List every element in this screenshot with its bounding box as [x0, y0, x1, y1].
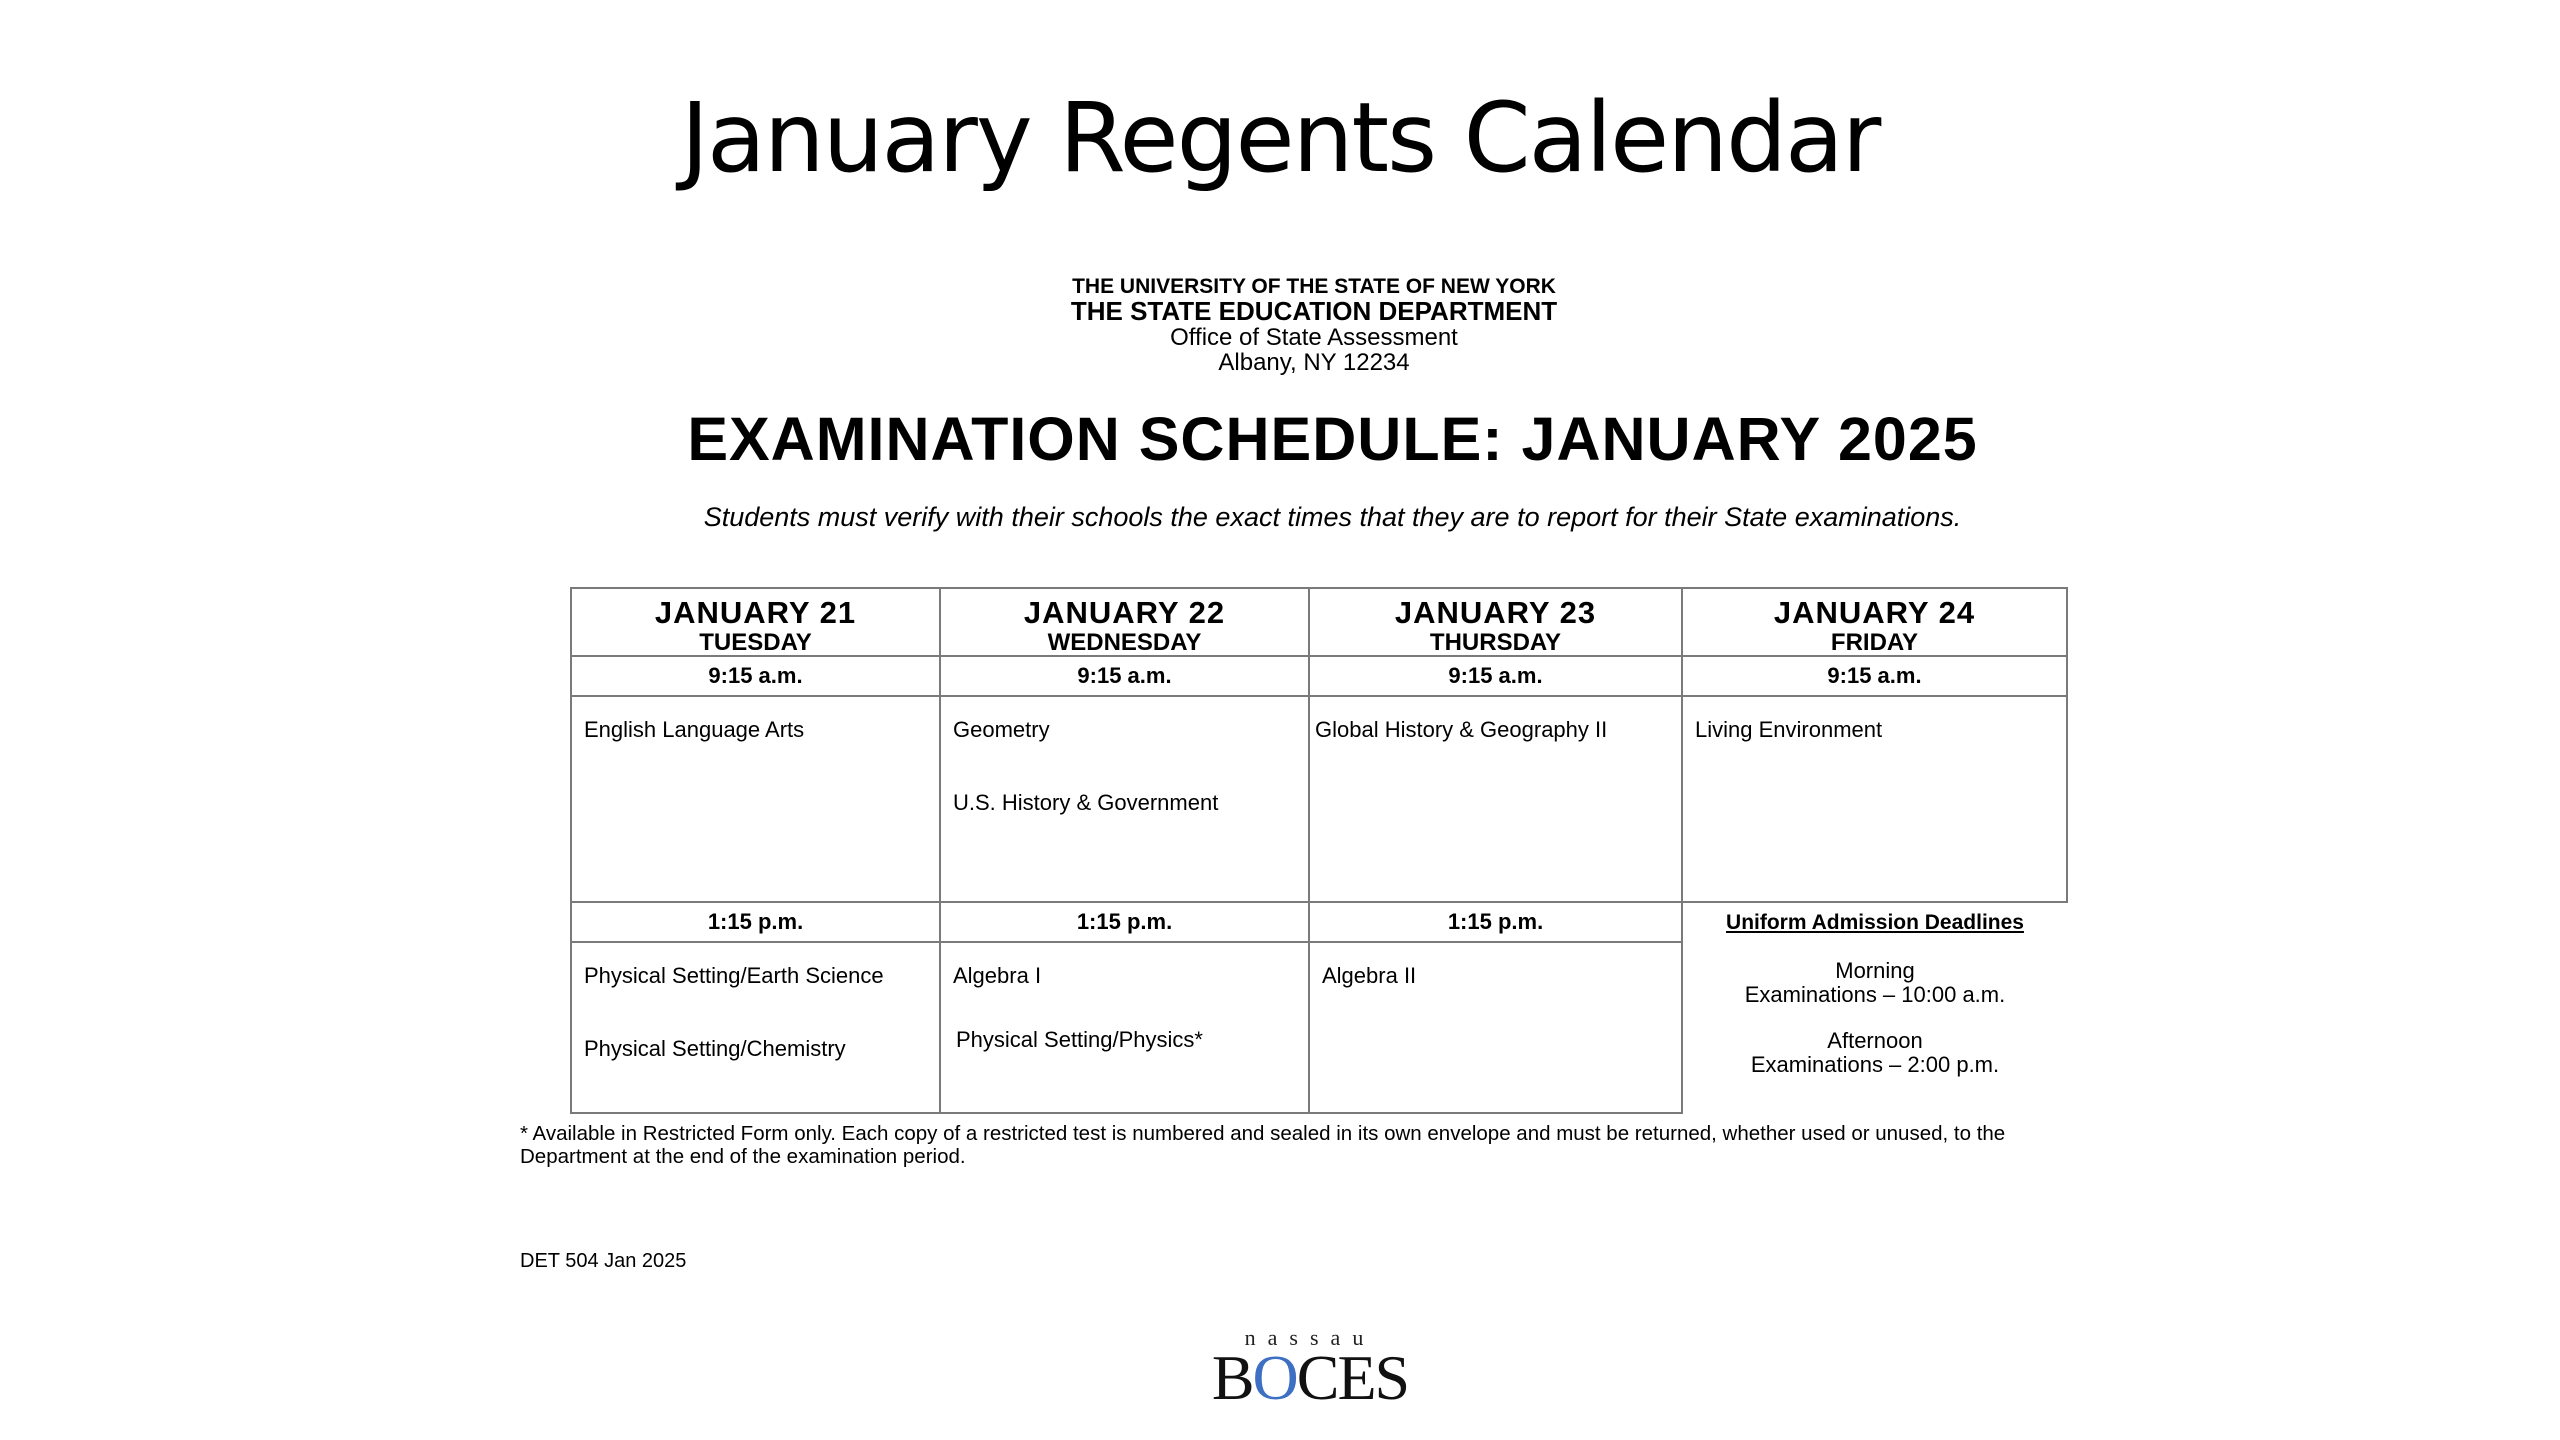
day-header-jan-24 [1682, 588, 2067, 656]
pm-time-jan-22: 1:15 p.m. [940, 902, 1309, 942]
form-code: DET 504 Jan 2025 [520, 1250, 687, 1272]
admission-morning-time: Examinations – 10:00 a.m. [1744, 982, 2006, 1007]
exam-geometry: Geometry [953, 717, 1050, 742]
letterhead-department: THE STATE EDUCATION DEPARTMENT [1070, 296, 1558, 326]
exam-earth-science: Physical Setting/Earth Science [584, 963, 884, 988]
uniform-admission-deadlines [1682, 902, 2067, 1113]
pm-exams-jan-21 [571, 942, 940, 1113]
day-header-jan-21 [571, 588, 940, 656]
am-time-jan-21: 9:15 a.m. [571, 656, 940, 696]
admission-title: Uniform Admission Deadlines [1726, 911, 2024, 934]
exam-living-environment: Living Environment [1695, 717, 1883, 742]
exam-algebra-ii: Algebra II [1322, 963, 1417, 988]
exam-chemistry: Physical Setting/Chemistry [584, 1036, 846, 1061]
letterhead-university: THE UNIVERSITY OF THE STATE OF NEW YORK [1072, 275, 1556, 298]
am-time-jan-24: 9:15 a.m. [1682, 656, 2067, 696]
nassau-boces-logo [1210, 1325, 1410, 1413]
day-weekday: FRIDAY [1830, 629, 1919, 656]
day-weekday: TUESDAY [699, 629, 812, 656]
exam-us-history: U.S. History & Government [953, 790, 1219, 815]
pm-time-jan-21: 1:15 p.m. [571, 902, 940, 942]
exam-schedule-table [570, 587, 2068, 1114]
admission-morning-label: Morning [1835, 958, 1915, 983]
exam-algebra-i: Algebra I [953, 963, 1042, 988]
admission-afternoon-time: Examinations – 2:00 p.m. [1750, 1052, 2000, 1077]
pm-exams-jan-23 [1309, 942, 1682, 1113]
logo-letters-es: ES [1337, 1342, 1409, 1413]
schedule-subheading: Students must verify with their schools the exact times that they are to report for their State examinations. [703, 502, 1962, 532]
admission-afternoon-label: Afternoon [1827, 1028, 1923, 1053]
logo-letter-b: B [1211, 1342, 1253, 1413]
day-header-jan-22 [940, 588, 1309, 656]
logo-boces-wordmark [1210, 1341, 1410, 1415]
logo-letter-o: O [1252, 1342, 1297, 1413]
am-exams-jan-23 [1309, 696, 1682, 902]
exam-physics: Physical Setting/Physics* [956, 1027, 1203, 1052]
schedule-heading: EXAMINATION SCHEDULE: JANUARY 2025 [687, 405, 1978, 473]
logo-letter-c: C [1296, 1342, 1338, 1413]
pm-exams-jan-22 [940, 942, 1309, 1113]
slide-title: January Regents Calendar [680, 82, 1880, 194]
restricted-form-footnote: * Available in Restricted Form only. Each copy of a restricted test is numbered and sealed in its own envelope and must be returned, whether used or unused, to the Department at the end of the examination period. [520, 1122, 2006, 1168]
exam-global-history: Global History & Geography II [1315, 717, 1608, 742]
am-time-jan-22: 9:15 a.m. [940, 656, 1309, 696]
letterhead-address: Albany, NY 12234 [1218, 349, 1410, 376]
am-exams-jan-21 [571, 696, 940, 902]
letterhead-office: Office of State Assessment [1170, 324, 1458, 351]
day-weekday: WEDNESDAY [1047, 629, 1202, 656]
day-date: JANUARY 23 [1394, 595, 1597, 630]
day-date: JANUARY 24 [1773, 595, 1976, 630]
logo-nassau-text: nassau [1244, 1325, 1376, 1350]
day-weekday: THURSDAY [1429, 629, 1562, 656]
day-date: JANUARY 21 [654, 595, 857, 630]
am-exams-jan-24 [1682, 696, 2067, 902]
am-exams-jan-22 [940, 696, 1309, 902]
day-header-jan-23 [1309, 588, 1682, 656]
day-date: JANUARY 22 [1023, 595, 1226, 630]
am-time-jan-23: 9:15 a.m. [1309, 656, 1682, 696]
exam-english-language-arts: English Language Arts [584, 717, 805, 742]
pm-time-jan-23: 1:15 p.m. [1309, 902, 1682, 942]
